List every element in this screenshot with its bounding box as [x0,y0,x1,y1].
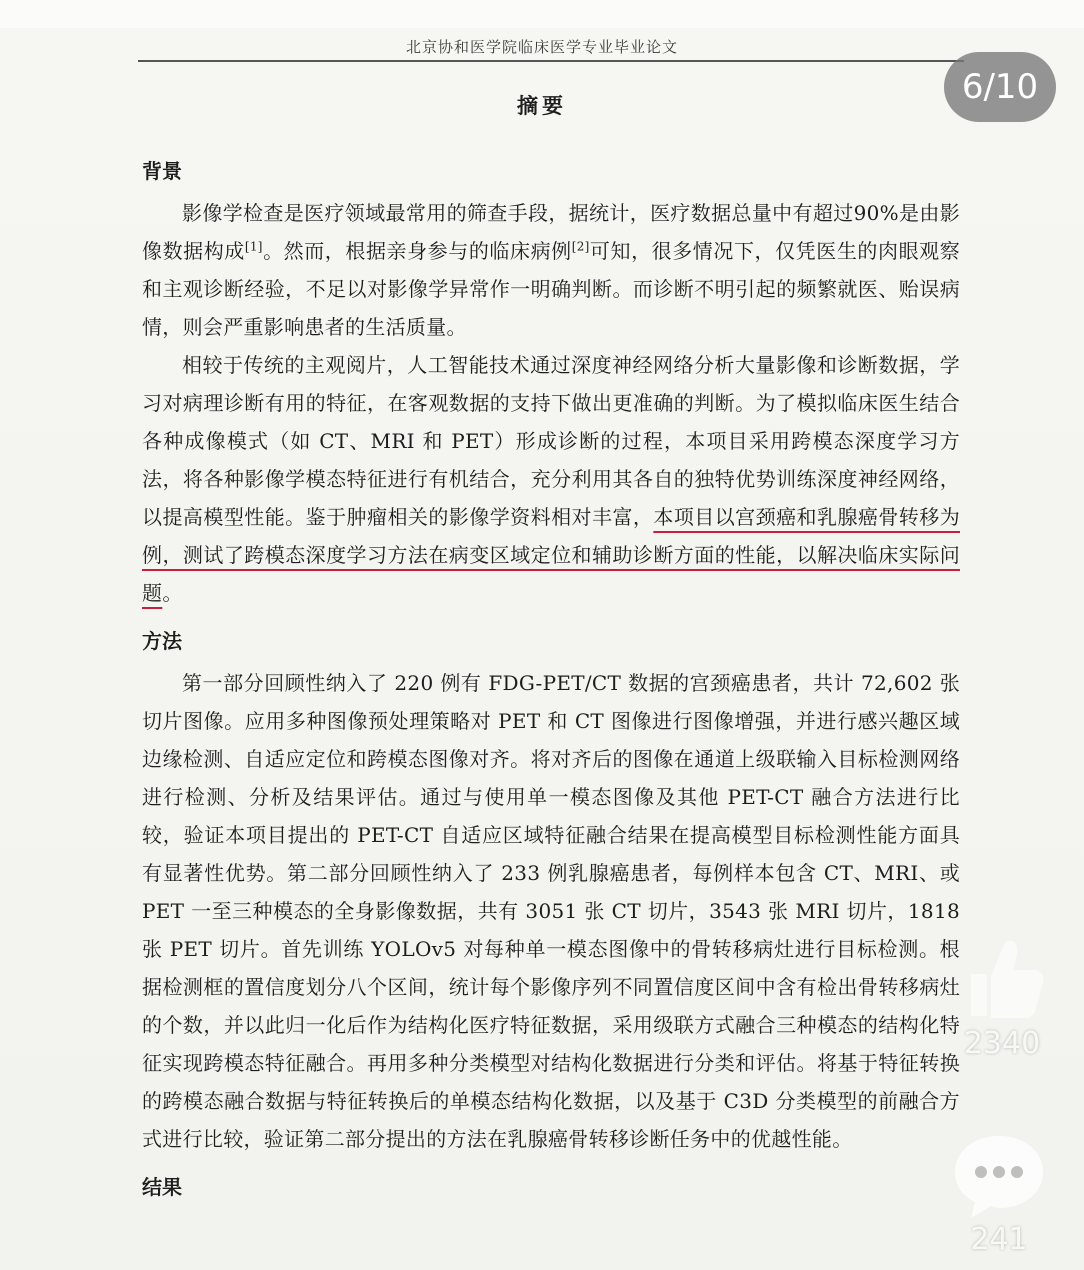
like-button[interactable] [952,930,1052,1080]
running-header: 北京协和医学院临床医学专业毕业论文 [405,38,678,56]
background-p2-text-a: 相较于传统的主观阅片，人工智能技术通过深度神经网络分析大量影像和诊断数据，学习对病理诊断有用的特征，在客观数据的支持下做出更准确的判断。为了模拟临床医生结合各种成像模式（如 CT、MRI 和 PET）形成诊断的过程，本项目采用跨模态深度学习方法，将各种影像学模态特征进行有机结合，充分利用其各自的独特优势训练深度神经网络，以提高模型性能。鉴于肿瘤相关的影像学资料相对丰富， [142,353,960,529]
citation-2[interactable]: [2] [571,239,590,254]
abstract-body [142,152,960,1206]
viewer-top-strip [0,0,1084,28]
comment-count: 241 [970,1222,1028,1257]
abstract-title: 摘要 [517,93,567,118]
like-count: 2340 [963,1026,1041,1061]
section-heading-background: 背景 [142,159,182,183]
section-heading-results: 结果 [142,1175,182,1199]
background-p1-text-b: 。然而，根据亲身参与的临床病例 [262,239,572,263]
citation-1[interactable]: [1] [244,239,263,254]
header-rule [138,60,964,62]
section-heading-methods: 方法 [142,629,182,653]
comment-bubble-icon [949,1130,1049,1222]
background-paragraph-1 [142,194,960,346]
background-paragraph-2 [142,346,960,612]
background-p2-text-b: 。 [162,581,183,605]
comment-button[interactable] [944,1130,1054,1270]
background-p1-text-c: 可知，很多情况下，仅凭医生的肉眼观察和主观诊断经验，不足以对影像学异常作一明确判断。而诊断不明引起的频繁就医、贻误病情，则会严重影响患者的生活质量。 [142,239,961,339]
thumbs-up-icon [957,930,1047,1026]
page-counter: 6/10 [944,52,1056,122]
background-p1-text-a: 影像学检查是医疗领域最常用的筛查手段，据统计，医疗数据总量中有超过90%是由影像数据构成 [142,201,960,263]
methods-paragraph: 第一部分回顾性纳入了 220 例有 FDG-PET/CT 数据的宫颈癌患者，共计 72,602 张切片图像。应用多种图像预处理策略对 PET 和 CT 图像进行图像增强，并进行感兴趣区域边缘检测、自适应定位和跨模态图像对齐。将对齐后的图像在通道上级联输入目标检测网络进行检测、分析及结果评估。通过与使用单一模态图像及其他 PET-CT 融合方法进行比较，验证本项目提出的 PET-CT 自适应区域特征融合结果在提高模型目标检测性能方面具有显著性优势。第二部分回顾性纳入了 233 例乳腺癌患者，每例样本包含 CT、MRI、或 PET 一至三种模态的全身影像数据，共有 3051 张 CT 切片，3543 张 MRI 切片，1818 张 PET 切片。首先训练 YOLOv5 对每种单一模态图像中的骨转移病灶进行目标检测。根据检测框的置信度划分八个区间，统计每个影像序列不同置信度区间中含有检出骨转移病灶的个数，并以此归一化后作为结构化医疗特征数据，采用级联方式融合三种模态的结构化特征实现跨模态特征融合。再用多种分类模型对结构化数据进行分类和评估。将基于特征转换的跨模态融合数据与特征转换后的单模态结构化数据，以及基于 C3D 分类模型的前融合方式进行比较，验证第二部分提出的方法在乳腺癌骨转移诊断任务中的优越性能。 [142,671,960,1151]
highlighted-sentence: 本项目以宫颈癌和乳腺癌骨转移为例，测试了跨模态深度学习方法在病变区域定位和辅助诊断方面的性能，以解决临床实际问题 [142,505,961,605]
